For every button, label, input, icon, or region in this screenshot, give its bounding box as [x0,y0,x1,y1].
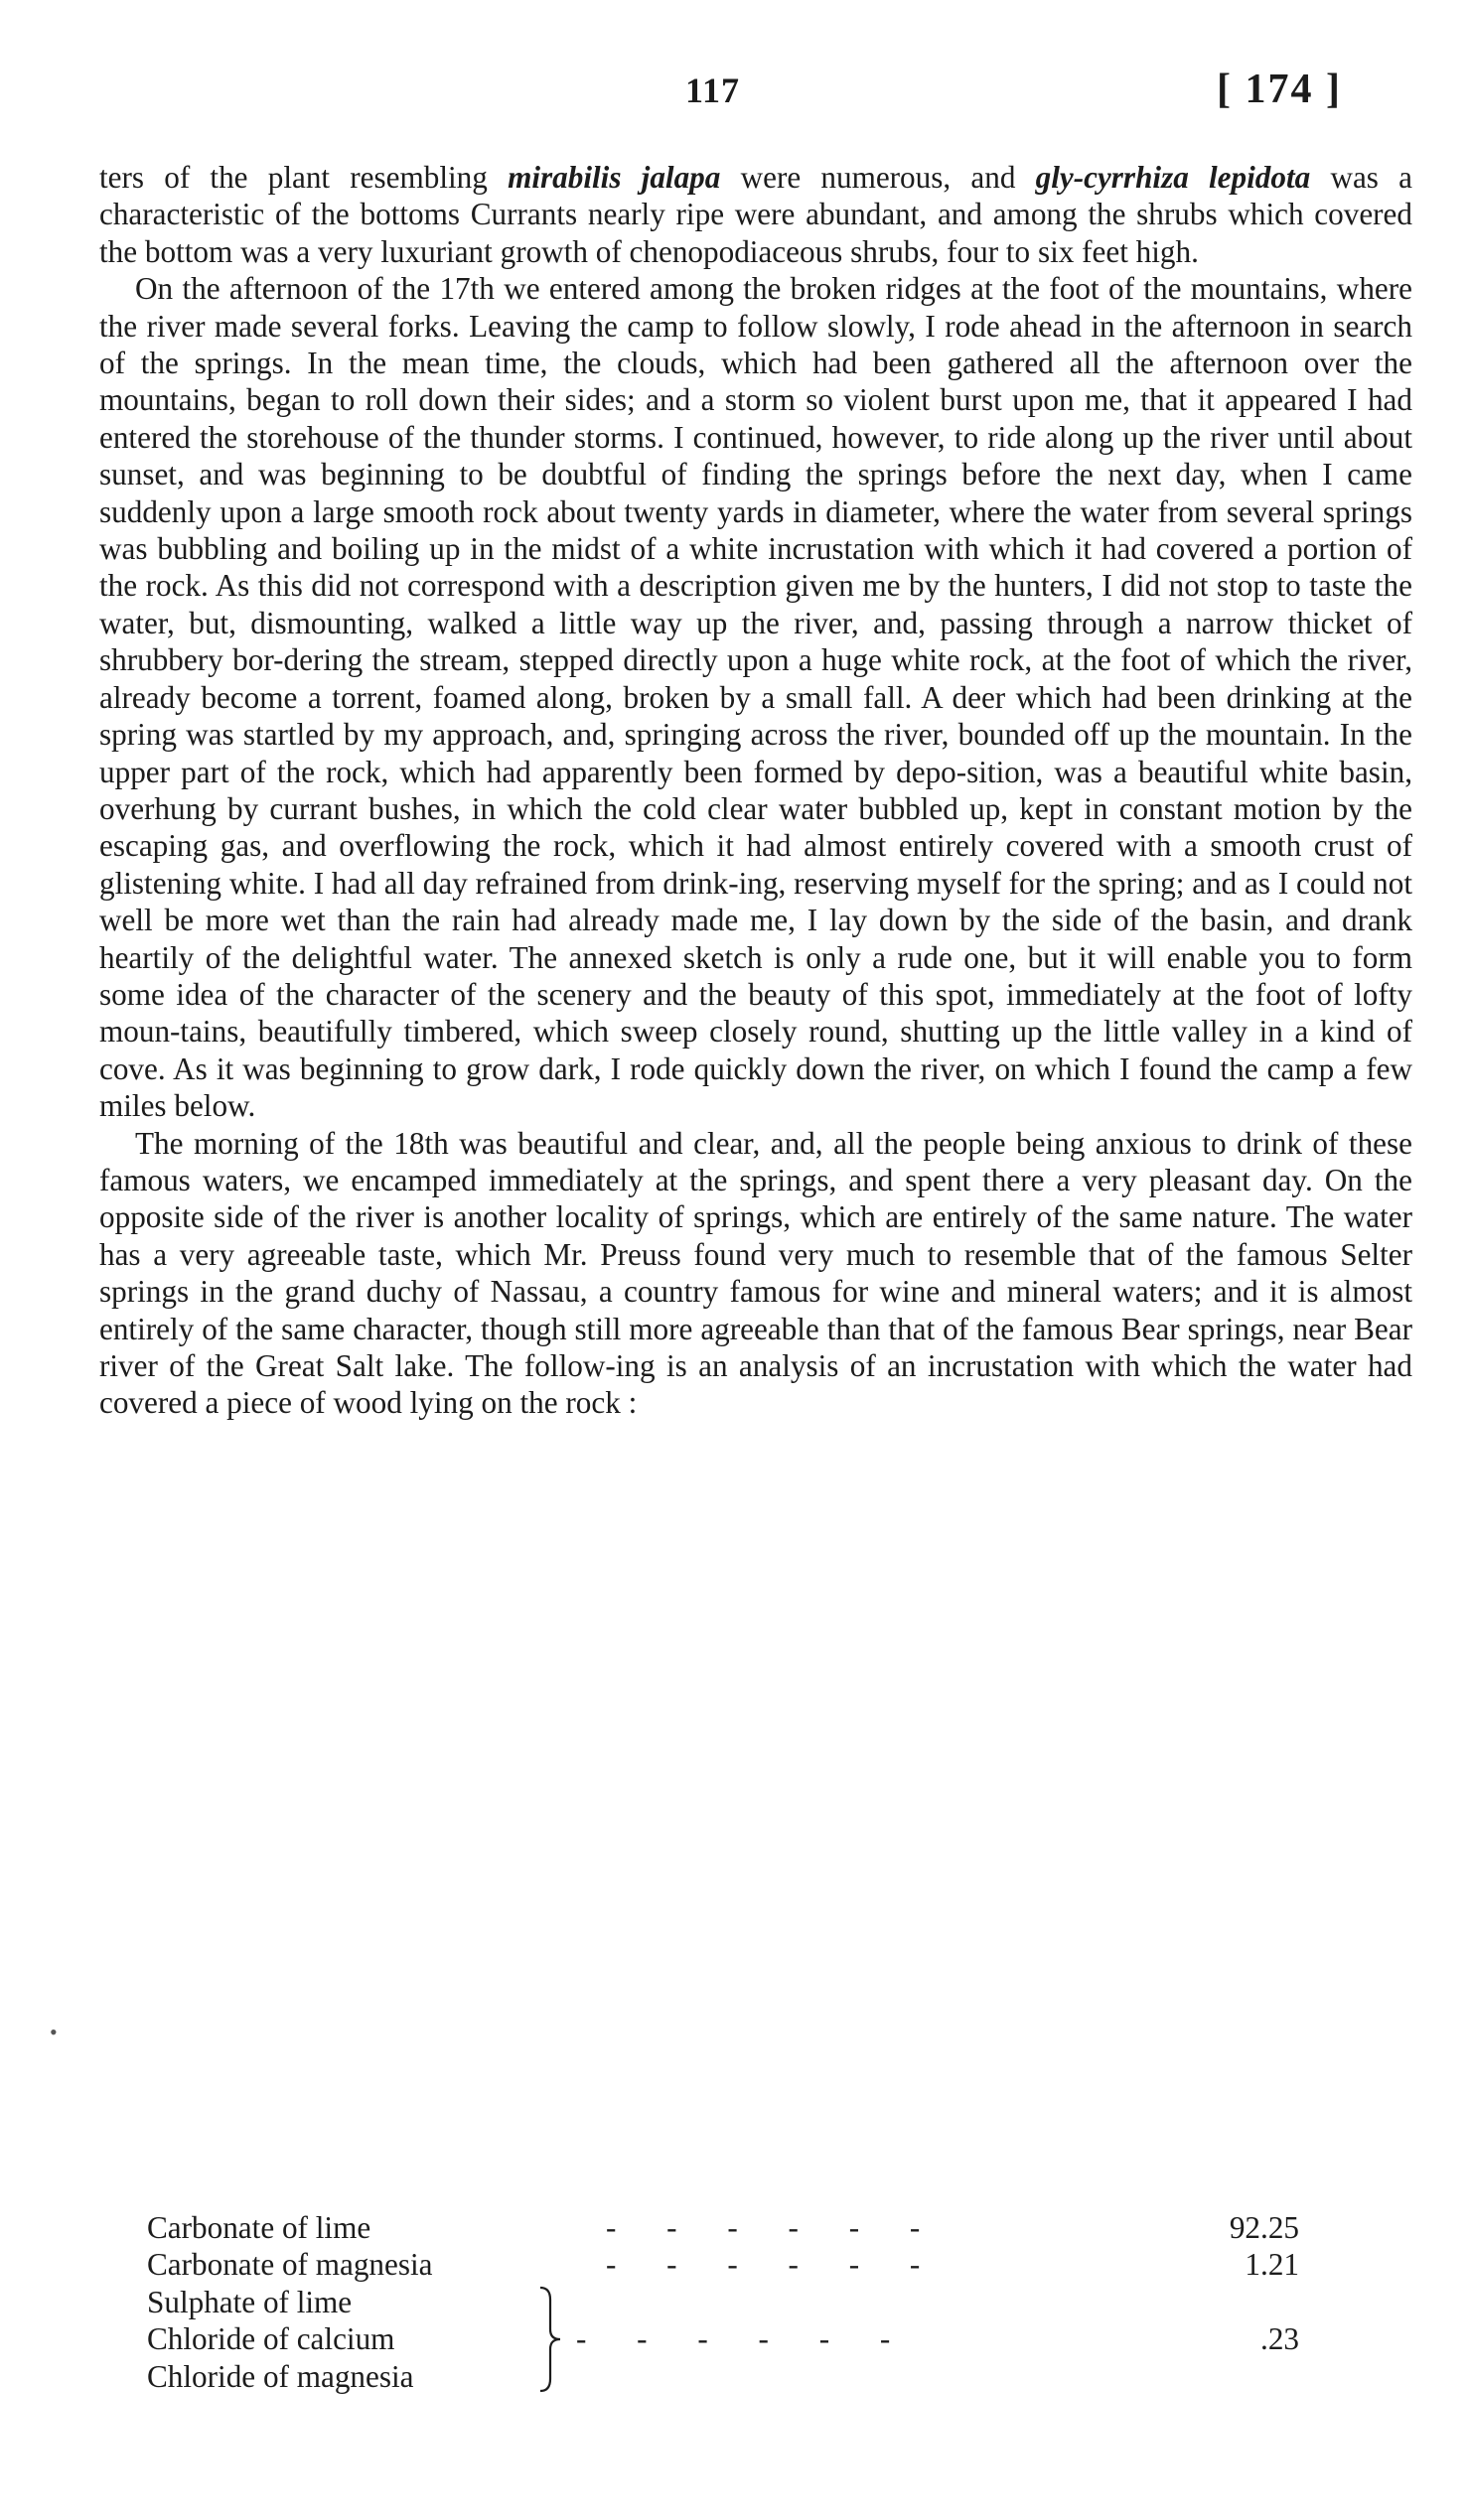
paragraph-2 [99,270,1412,1124]
margin-mark: • [50,2020,58,2044]
curly-brace-icon [534,2286,564,2393]
analysis-table [147,2209,1339,2395]
text-run: The morning of the 18th was beautiful and clear, and, all the people being anxious to drink of these famous waters, we encamped immediately at the springs, and spent there a very pleasant day. On the opposite side of the river is another locality of springs, which are entirely of the same nature. The water has a very agreeable taste, which Mr. Preuss found very much to resemble that of the famous Selter springs in the grand duchy of Nassau, a country famous for wine and mineral waters; and it is almost entirely of the same character, though still more agreeable than that of the famous Bear springs, near Bear river of the Great Salt lake. The follow-ing is an analysis of an incrustation with which the water had covered a piece of wood lying on the rock : [99,1125,1412,1421]
substance-name: Carbonate of lime [147,2210,371,2245]
text-run: were numerous, and [720,160,1036,195]
text-run: ters of the plant resembling [99,160,509,195]
substance-value: 1.21 [1245,2247,1299,2283]
substance-name: Sulphate of lime [147,2284,353,2319]
substance-value: .23 [1260,2320,1299,2356]
body-text [99,159,1412,1422]
page-header [0,62,1468,131]
text-run: On the afternoon of the 17th we entered among the broken ridges at the foot of the mountains, where the river made several forks. Leaving the camp to follow slowly, I rode ahead in the afternoon in search of the springs. In the mean time, the clouds, which had been gathered all the afternoon over the mountains, began to roll down their sides; and a storm so violent burst upon me, that it appeared I had entered the storehouse of the thunder storms. I continued, however, to ride along up the river until about sunset, and was beginning to be doubtful of finding the springs before the next day, when I came suddenly upon a large smooth rock about twenty yards in diameter, where the water from several springs was bubbling and boiling up in the midst of a white incrustation with which it had covered a portion of the rock. As this did not correspond with a description given me by the hunters, I did not stop to taste the water, but, dismounting, walked a little way up the river, and, passing through a narrow thicket of shrubbery bor-dering the stream, stepped directly upon a huge white rock, at the foot of which the river, already become a torrent, foamed along, broken by a small fall. A deer which had been drinking at the spring was startled by my approach, and, springing across the river, bounded off up the mountain. In the upper part of the rock, which had apparently been formed by depo-sition, was a beautiful white basin, overhung by currant bushes, in which the cold clear water bubbled up, kept in constant motion by the escaping gas, and overflowing the rock, which it had almost entirely covered with a smooth crust of glistening white. I had all day refrained from drink-ing, reserving myself for the spring; and as I could not well be more wet than the rain had already made me, I lay down by the side of the basin, and drank heartily of the delightful water. The annexed sketch is only a rude one, but it will enable you to form some idea of the character of the scenery and the beauty of this spot, immediately at the foot of lofty moun-tains, beautifully timbered, which sweep closely round, shutting up the little valley in a kind of cove. As it was beginning to grow dark, I rode quickly down the river, on which I found the camp a few miles below. [99,271,1412,1124]
analysis-group [147,2284,1339,2395]
dot-leader: - - - - - - [606,2247,921,2283]
paragraph-3 [99,1125,1412,1422]
analysis-row [147,2246,1339,2283]
page-number: 117 [685,70,741,110]
substance-name: Chloride of magnesia [147,2358,414,2394]
text-run: was a characteristic of the bottoms Currants nearly ripe were abundant, and among the shrubs which covered the bottom was a very luxuriant growth of chenopodiaceous shrubs, four to six feet high. [99,160,1412,269]
substance-name: Chloride of calcium [147,2321,395,2357]
paragraph-1 [99,159,1412,270]
dot-leader: - - - - - - [606,2210,921,2245]
italic-term: gly-cyrrhiza lepidota [1035,160,1311,195]
document-number: [ 174 ] [1217,67,1342,112]
italic-term: mirabilis jalapa [508,160,721,195]
dot-leader: - - - - - - [576,2320,891,2356]
analysis-row [147,2209,1339,2246]
substance-value: 92.25 [1229,2210,1299,2245]
substance-name: Carbonate of magnesia [147,2247,433,2283]
